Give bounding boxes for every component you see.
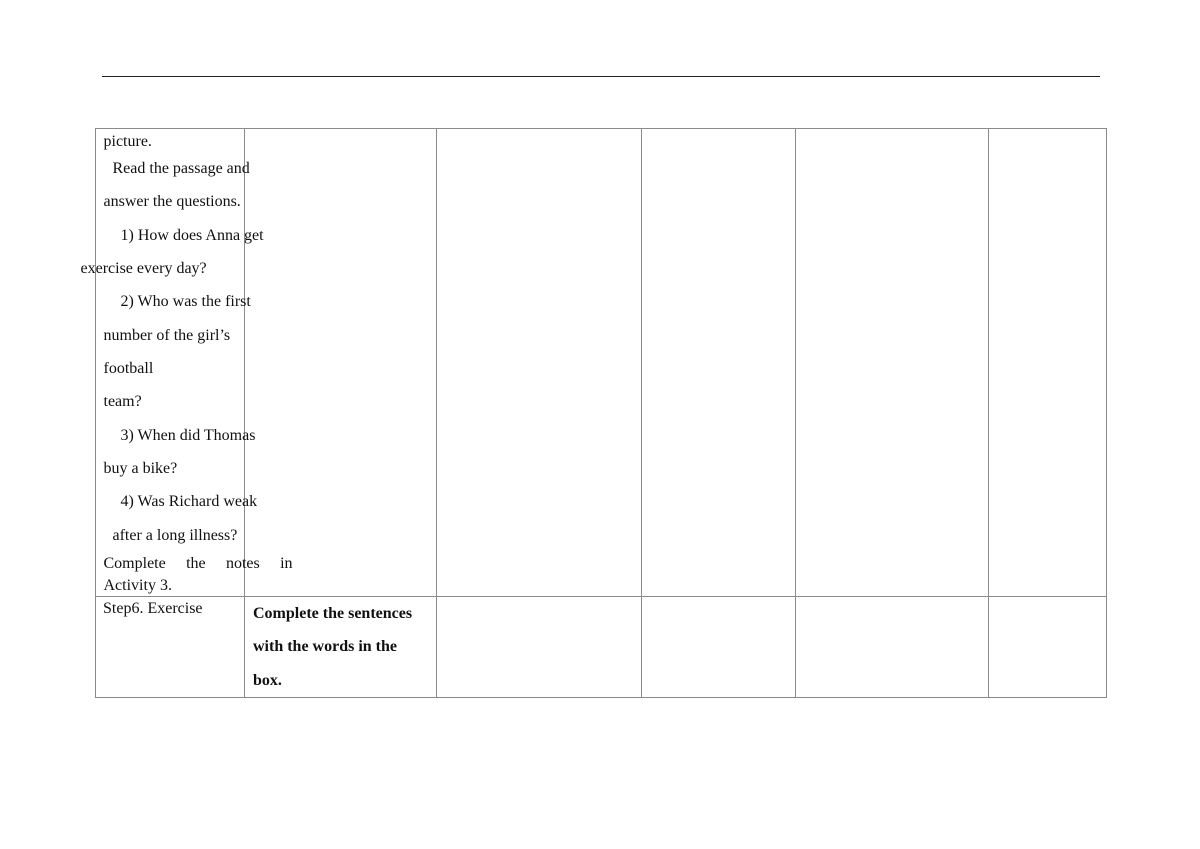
content-line: Complete the sentences (253, 605, 413, 622)
empty-cell (796, 129, 989, 597)
procedure-line: buy a bike? (103, 459, 178, 477)
content-line: box. (253, 672, 282, 689)
procedure-line: picture. (103, 132, 152, 150)
procedure-cell (80, 129, 642, 597)
procedure-line: after a long illness? (112, 526, 238, 544)
procedure-line: Read the passage and (112, 159, 250, 177)
procedure-line: 2) Who was the first (120, 292, 251, 310)
procedure-line: 4) Was Richard weak (120, 492, 258, 510)
empty-cell (437, 597, 642, 698)
step-label: Step6. Exercise (103, 600, 203, 617)
procedure-line: exercise every day? (80, 259, 207, 277)
step-cell (96, 597, 245, 698)
procedure-line: Activity 3. (103, 576, 172, 594)
table-row (96, 129, 1107, 597)
content-line: with the words in the (253, 638, 398, 655)
empty-cell (989, 597, 1107, 698)
procedure-justified-line: Complete the notes in (103, 554, 293, 572)
empty-cell (989, 129, 1107, 597)
procedure-line: answer the questions. (103, 192, 241, 210)
procedure-line: team? (103, 392, 142, 410)
procedure-line: 3) When did Thomas (120, 426, 256, 444)
empty-cell (642, 129, 796, 597)
procedure-line: football (103, 359, 154, 377)
procedure-line: 1) How does Anna get (120, 226, 264, 244)
lesson-plan-table (80, 128, 1107, 698)
procedure-text (80, 129, 301, 596)
procedure-line: number of the girl’s (103, 326, 231, 344)
empty-cell (642, 597, 796, 698)
content-cell (245, 597, 437, 698)
empty-cell (796, 597, 989, 698)
table-row (96, 597, 1107, 698)
header-rule (102, 76, 1100, 77)
